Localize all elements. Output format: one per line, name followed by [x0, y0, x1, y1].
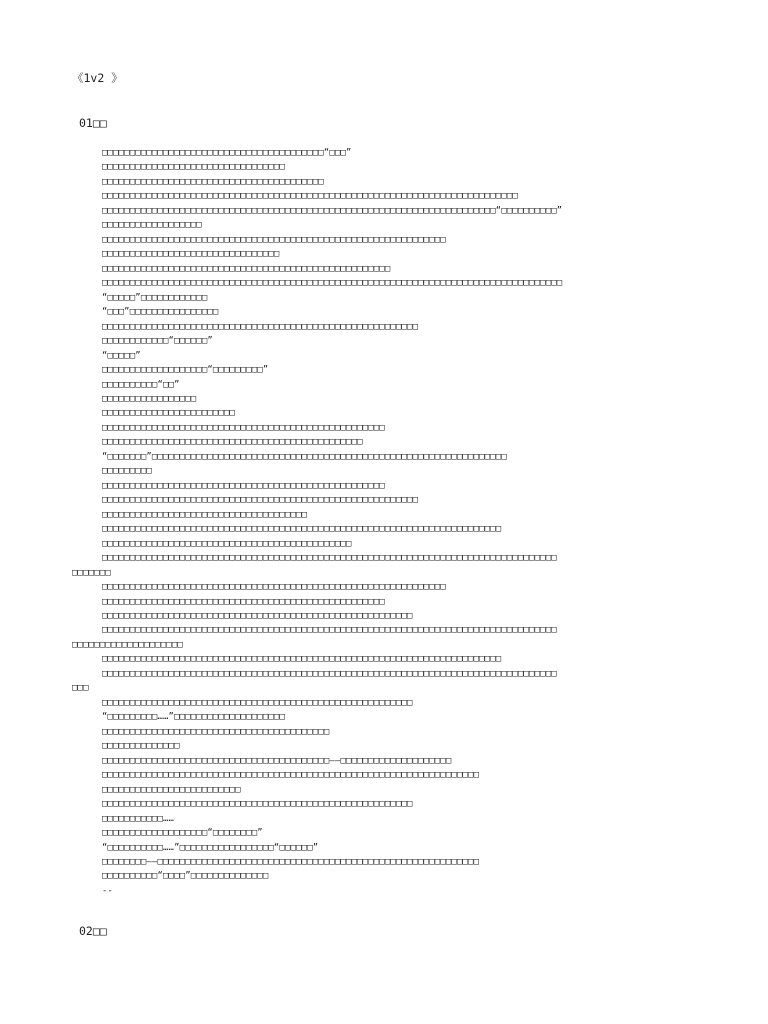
text-line: □□□□□□□□□□□□□□□□□□□□□□□□□□□□□□□□□□□□□□□□□□□□□□□□□□□□□□□□□ [102, 495, 419, 506]
text-line: □□□□□□□□□□□□□□□□□□□□□□□□□□□□□□□□□□□□□□□□□□□□□□□□□□□□□□□□□□□□□□ [102, 582, 446, 593]
chapter-heading: 02□□ [79, 924, 107, 938]
text-line: □□□□□□□□□□□□□□□□□□□□□□□□□□□□□□□□□□□□□□□□□□□□□□□ [102, 437, 363, 448]
text-line: □□□□□□□□□□□□□□□□□□□□□□□□□□□□□□□□□□□□□□□□□——□□□□□□□□□□□□□□□□□□□□ [102, 755, 452, 766]
text-line: □□□□□□□□□□□□□□□□□□□□□□□□ [102, 408, 236, 419]
text-line: □□□□□□□□□□□□□□□□□□□□□□□□□□□□□□□□□□□□□□□□□□□□□□□□□□□□□□□□□□□□□□ [102, 234, 446, 245]
text-line: □□□□□□□□□□□□“□□□□□□” [102, 336, 213, 347]
text-line: □□□□□□□□□□□□□□□□□□□□□□□□□□□□□□□□□□□□□□□□□ [102, 726, 330, 737]
text-line: □□□□□□□□□□□□□□□□□□□□□□□□□□□□□□□□□□□□□□□□□□□□□□□□□□□□□□□□ [102, 611, 413, 621]
text-line: □□□□□□□□□□□□□□□□□□□□□□□□□□□□□□□□□□□□□□□□□□□□□□□□□□□□□□□□ [102, 697, 413, 708]
text-line: □□□□□□□□□□□□□□□□□□□□□□□□□□□□□□□□□□□□□□□□□□□□□□□□□□□□□□□□□□□□□□□□□□□□□□□□□□□ [102, 191, 518, 202]
text-line: □□□□□□□□□□□□□□□□□□□□□□□□□□□□□□□□□□□□□□□□□□□□□□□□□□□□□□□□□□□□□□□□□□□□□□□□□□□□□□□□□□□ [102, 278, 563, 289]
text-line: □□□□□□□□□□□□□□□□□□□□□□□□□□□□□□□□□□□□□□□□□□□□□□□□□□□□□□□□□□□□□□□□□□□□□□□□□□□□□□□□□□ [102, 668, 557, 679]
text-line: “□□□□□□□□□……”□□□□□□□□□□□□□□□□□□□□ [102, 712, 286, 723]
text-line: □□□□□□□□□ [102, 466, 152, 477]
text-line: □□□□□□□□□□□□□□□□□□□□ [72, 639, 183, 650]
text-line: □□□□□□□□——□□□□□□□□□□□□□□□□□□□□□□□□□□□□□□□□□□□□□□□□□□□□□□□□□□□□□□□□□□ [102, 856, 480, 867]
text-line: □□□ [72, 683, 89, 694]
text-line: □□□□□□□□□□□□□□□□□□□“□□□□□□□□□” [102, 365, 269, 376]
text-line: “□□□□□”□□□□□□□□□□□□ [102, 292, 208, 303]
text-line: □□□□□□□ [72, 567, 111, 578]
chapter-body [72, 146, 712, 898]
text-line: “□□□□□□□”□□□□□□□□□□□□□□□□□□□□□□□□□□□□□□□□□□□□□□□□□□□□□□□□□□□□□□□□□□□□□□□□ [102, 451, 507, 462]
text-line: □□□□□□□□□□□□□□□□□□□□□□□□□□□□□□□□□□□□□□□□□□□□□□□□□□□□□□□□□□□□□□□□□□□□□□□□□□□□□□□□□□ [102, 553, 557, 564]
text-line: □□□□□□□□□□□□□□□□□□□□□□□□□□□□□□□□□□□□□ [102, 509, 308, 520]
text-line: □□□□□□□□□□□□□□□□□□□□□□□□□□□□□□□□□□□□□□□□□□□□□□□□□□□ [102, 422, 385, 433]
text-line: □□□□□□□□□□□□□□□□□□□□□□□□□□□□□□□□□□□□□□□□□□□□□□□□□□□□□□□□□ [102, 321, 419, 332]
text-line: “□□□□□□□□□□……”□□□□□□□□□□□□□□□□□“□□□□□□” [102, 842, 319, 853]
text-line: □□□□□□□□□□“□□□□”□□□□□□□□□□□□□□ [102, 871, 269, 882]
text-line: □□□□□□□□□□□□□□□□□□□□□□□□□□□□□□□□□□□□□□□□□□□□□□□□□□□□ [102, 263, 391, 274]
text-line: -- [102, 885, 114, 896]
text-line: □□□□□□□□□□□□□□□□□□□□□□□□□□□□□□□□□□□□□□□□□□□□□□□□□□□□□□□□□□□□□□□□□□□□□□□□ [102, 524, 502, 535]
text-line: “□□□”□□□□□□□□□□□□□□□□ [102, 307, 219, 318]
text-line: □□□□□□□□□□□□□□□□□□□□□□□□□□□□□□□□□□□□□□□□□□□□□□□□□□□□□□□□□□□□□□□□□□□□□□□□ [102, 654, 502, 665]
text-line: □□□□□□□□□□□□□□□□□□□□□□□□□□□□□□□□□□□□□□□□□□□□□□□□□□□ [102, 596, 385, 607]
text-line: □□□□□□□□□□□□□□□□□ [102, 393, 197, 404]
text-line: “□□□□□” [102, 350, 141, 361]
text-line: □□□□□□□□□□□□□□□□□□□□□□□□□□□□□□□□□□□□□□□□□□□□□ [102, 538, 352, 549]
text-line: □□□□□□□□□□□□□□□□□□□□□□□□□□□□□□□□□□□□□□□□“□□□” [102, 148, 352, 158]
text-line: □□□□□□□□□□□□□□□□□□□□□□□□□□□□□□□□□□□□□□□□□□□□□□□□□□□ [102, 480, 385, 491]
text-line: □□□□□□□□□□□□□□□□□□□□□□□□□ [102, 784, 241, 795]
text-line: □□□□□□□□□□□□□□□□□□□□□□□□□□□□□□□□□□□□□□□□ [102, 176, 324, 187]
text-line: □□□□□□□□□□□□□□ [102, 741, 180, 752]
text-line: □□□□□□□□□□□□□□□□□□□□□□□□□□□□□□□□□□□□□□□□□□□□□□□□□□□□□□□□ [102, 799, 413, 810]
text-line: □□□□□□□□□□“□□” [102, 379, 180, 390]
text-line: □□□□□□□□□□□□□□□□□□□□□□□□□□□□□□□□ [102, 249, 280, 260]
text-line: □□□□□□□□□□□…… [102, 813, 175, 824]
document-title: 《1v2 》 [72, 71, 123, 85]
text-line: □□□□□□□□□□□□□□□□□□□□□□□□□□□□□□□□□□□□□□□□□□□□□□□□□□□□□□□□□□□□□□□□□□□□□□□“□□□□□□□□□□” [102, 205, 563, 216]
chapter-heading: 01□□ [79, 116, 107, 130]
text-line: □□□□□□□□□□□□□□□□□□□□□□□□□□□□□□□□□□□□□□□□□□□□□□□□□□□□□□□□□□□□□□□□□□□□ [102, 770, 480, 781]
text-line: □□□□□□□□□□□□□□□□□□□“□□□□□□□□” [102, 828, 263, 839]
text-line: □□□□□□□□□□□□□□□□□□ [102, 220, 202, 231]
text-line: □□□□□□□□□□□□□□□□□□□□□□□□□□□□□□□□□ [102, 162, 286, 173]
text-line: □□□□□□□□□□□□□□□□□□□□□□□□□□□□□□□□□□□□□□□□□□□□□□□□□□□□□□□□□□□□□□□□□□□□□□□□□□□□□□□□□□ [102, 625, 557, 636]
